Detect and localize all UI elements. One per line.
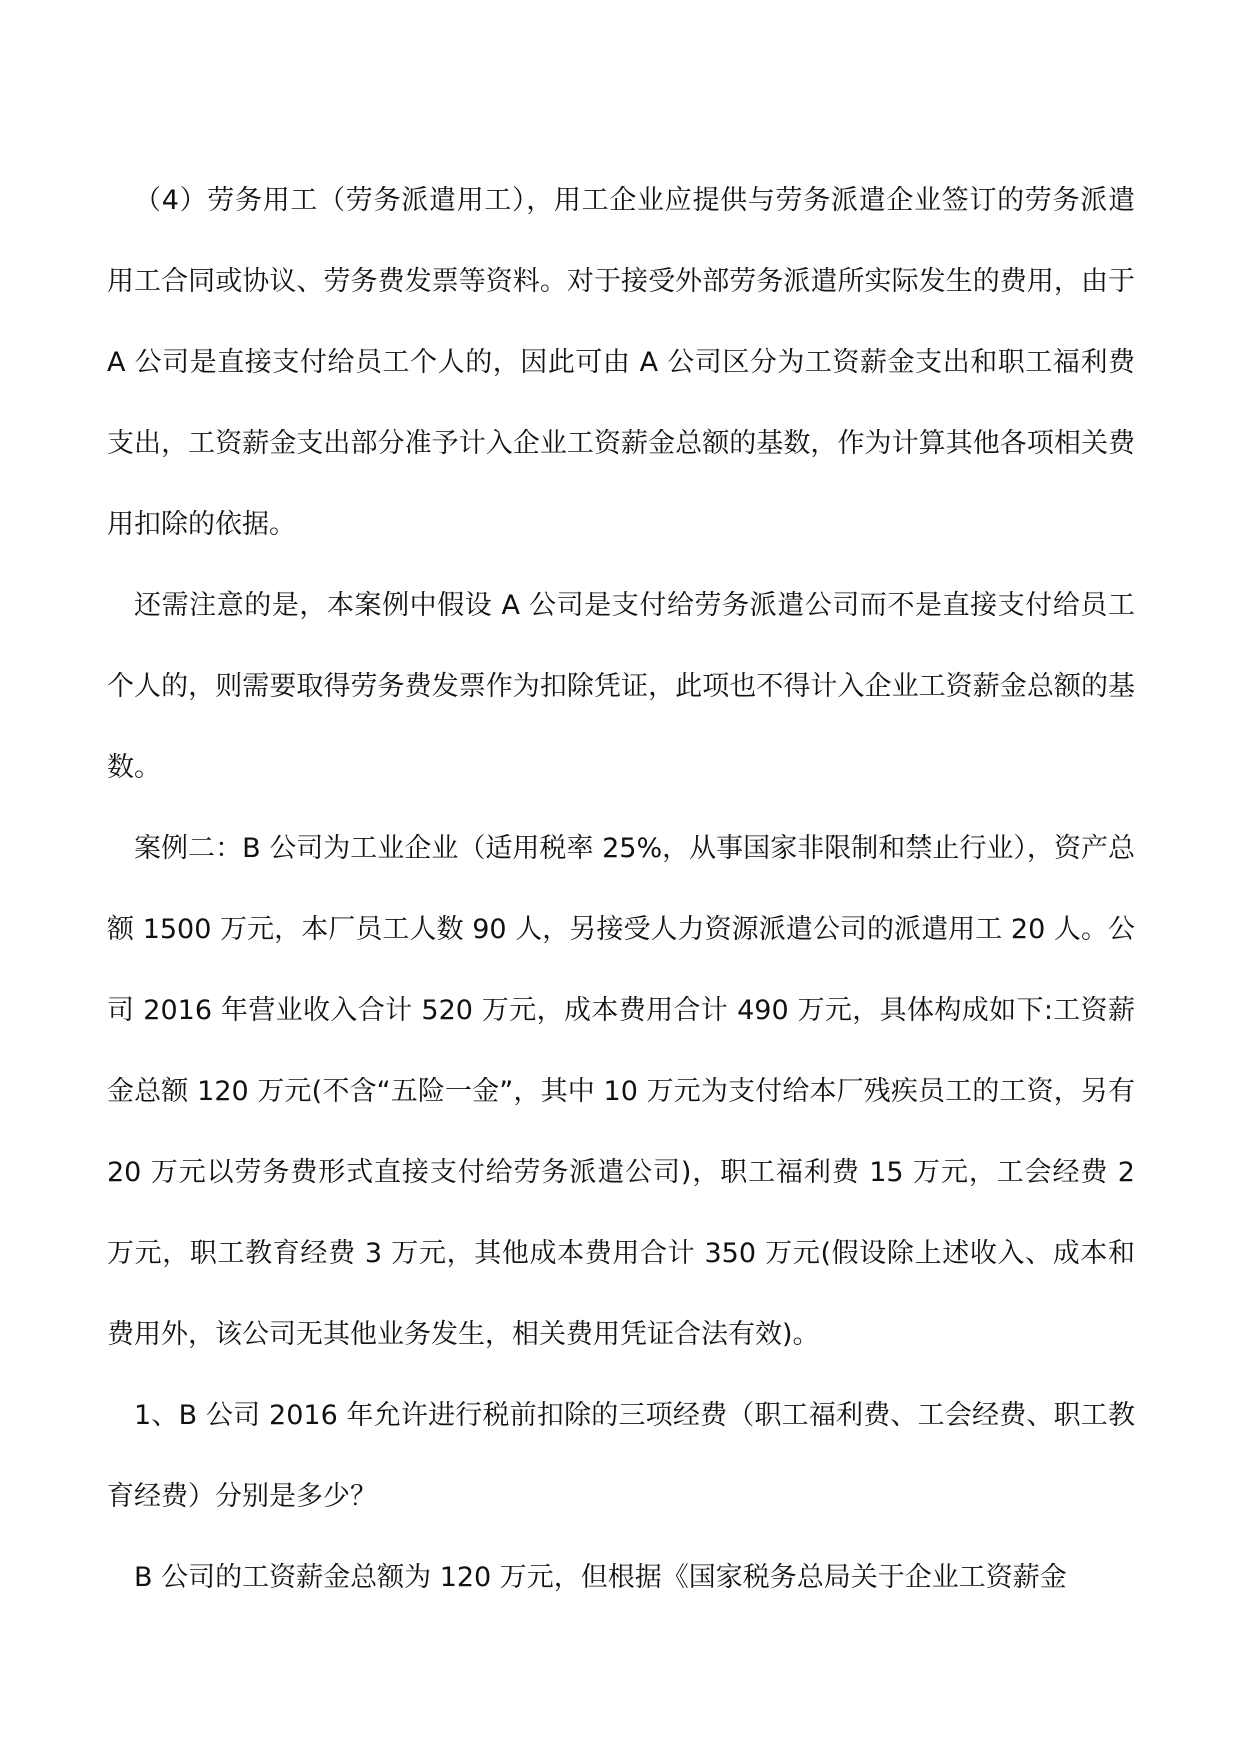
paragraph-note: 还需注意的是，本案例中假设 A 公司是支付给劳务派遣公司而不是直接支付给员工个人的，则需要取得劳务费发票作为扣除凭证，此项也不得计入企业工资薪金总额的基数。 bbox=[107, 590, 1135, 783]
document-body bbox=[107, 160, 1135, 1618]
paragraph-case-two: 案例二：B 公司为工业企业（适用税率 25%，从事国家非限制和禁止行业），资产总额 1500 万元，本厂员工人数 90 人，另接受人力资源派遣公司的派遣用工 20 人。公司 2016 年营业收入合计 520 万元，成本费用合计 490 万元，具体构成如下:工资薪金总额 120 万元(不含“五险一金”，其中 10 万元为支付给本厂残疾员工的工资，另有 20 万元以劳务费形式直接支付给劳务派遣公司)，职工福利费 15 万元，工会经费 2 万元，职工教育经费 3 万元，其他成本费用合计 350 万元(假设除上述收入、成本和费用外，该公司无其他业务发生，相关费用凭证合法有效)。 bbox=[107, 833, 1135, 1350]
paragraph-labor-dispatch: （4）劳务用工（劳务派遣用工），用工企业应提供与劳务派遣企业签订的劳务派遣用工合同或协议、劳务费发票等资料。对于接受外部劳务派遣所实际发生的费用，由于 A 公司是直接支付给员工个人的，因此可由 A 公司区分为工资薪金支出和职工福利费支出，工资薪金支出部分准予计入企业工资薪金总额的基数，作为计算其他各项相关费用扣除的依据。 bbox=[107, 185, 1135, 540]
paragraph-question-one: 1、B 公司 2016 年允许进行税前扣除的三项经费（职工福利费、工会经费、职工教育经费）分别是多少？ bbox=[107, 1400, 1135, 1512]
paragraph-answer-start: B 公司的工资薪金总额为 120 万元，但根据《国家税务总局关于企业工资薪金 bbox=[134, 1562, 1067, 1593]
